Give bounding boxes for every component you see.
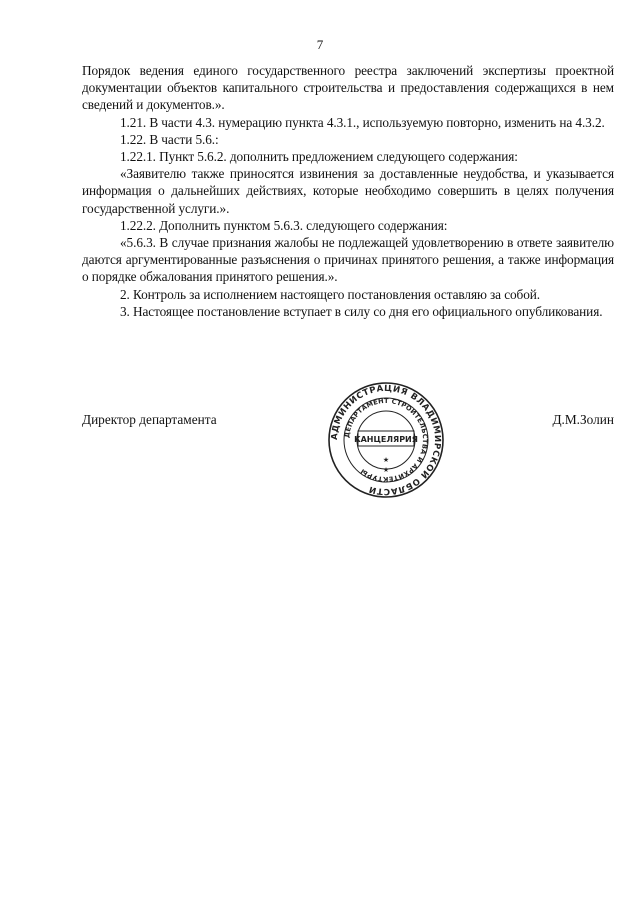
paragraph-5-6-3-quote: «5.6.3. В случае признания жалобы не подлежащей удовлетворению в ответе заявителю даются аргументированные разъяснения о причинах принятого решения, а также информация о порядке обжалования принятого решения.». [82, 235, 614, 285]
paragraph-1-22: 1.22. В части 5.6.: [120, 131, 219, 147]
paragraph-2-control: 2. Контроль за исполнением настоящего постановления оставляю за собой. [120, 286, 541, 302]
official-stamp [326, 380, 446, 500]
paragraph-3-effective: 3. Настоящее постановление вступает в силу со дня его официального опубликования. [120, 303, 603, 319]
signatory-name: Д.М.Золин [552, 412, 614, 427]
svg-text:★: ★ [382, 466, 390, 474]
paragraph-registry-order: Порядок ведения единого государственного реестра заключений экспертизы проектной документации объектов капитального строительства и предоставления содержащихся в нем сведений и документов.». [82, 63, 614, 113]
paragraph-1-21: 1.21. В части 4.3. нумерацию пункта 4.3.1., используемую повторно, изменить на 4.3.2. [120, 114, 605, 130]
paragraph-apology-quote: «Заявителю также приносятся извинения за доставленные неудобства, и указывается информация о дальнейших действиях, которые необходимо совершить в целях получения государственной услуги.». [82, 166, 614, 216]
stamp-outer-text: АДМИНИСТРАЦИЯ ВЛАДИМИРСКОЙ ОБЛАСТИ [329, 383, 443, 497]
stamp-center-text: КАНЦЕЛЯРИЯ [354, 435, 418, 444]
svg-text:★: ★ [382, 456, 390, 464]
paragraph-1-22-1: 1.22.1. Пункт 5.6.2. дополнить предложением следующего содержания: [120, 149, 518, 165]
stamp-seal [326, 380, 446, 500]
signature-block [82, 383, 614, 518]
signatory-position: Директор департамента [82, 412, 217, 427]
stamp-inner-text: ДЕПАРТАМЕНТ СТРОИТЕЛЬСТВА И АРХИТЕКТУРЫ [342, 396, 430, 484]
paragraph-1-22-2: 1.22.2. Дополнить пунктом 5.6.3. следующего содержания: [120, 217, 448, 233]
page-number: 7 [316, 37, 324, 52]
document-body [82, 62, 614, 320]
